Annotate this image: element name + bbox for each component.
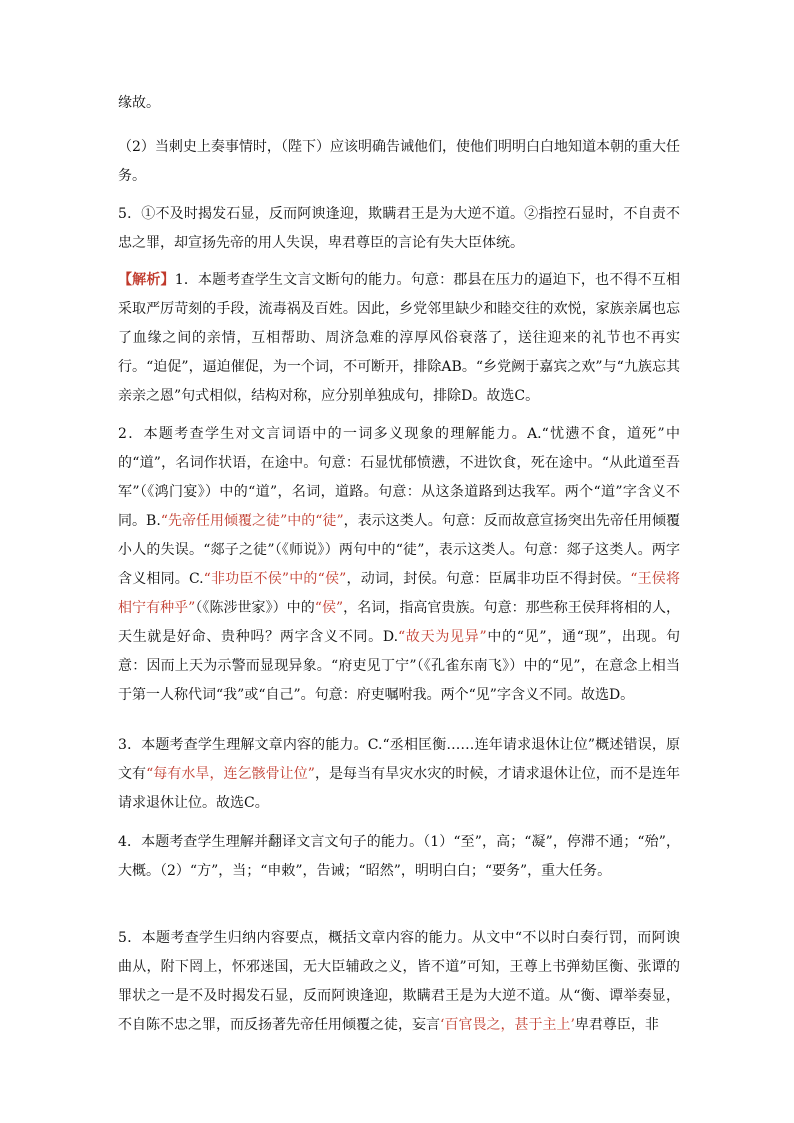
text-segment: 4．本题考查学生理解并翻译文言文句子的能力。（1）“至”，高；“凝”，停滞不通；“殆”，大概。（2）“方”，当；“申敕”，告诫；“昭然”，明明白白；“要务”，重大任务。 [118,834,680,879]
paragraph-3 [118,200,680,258]
text-segment: ，名词，指高官贵族。句意：那些称王侯拜将相的人，天生就是好命、贵种吗？两字含义不同。D. [118,600,680,645]
text-segment: 2．本题考查学生对文言词语中的一词多义现象的理解能力。A.“忧懑不食，道死”中的“道”，名词作状语，在途中。句意：石显忧郁愤懑，不进饮食，死在途中。“从此道至吾军”（《鸿门宴》）中的“道”，名词，道路。句意：从这条道路到达我军。两个“道”字含义不同。B. [118,426,680,529]
text-segment: 1．本题考查学生文言文断句的能力。句意：郡县在压力的逼迫下，也不得不互相采取严厉苛刻的手段，流毒祸及百姓。因此，乡党邻里缺少和睦交往的欢悦，家族亲属也忘了血缘之间的亲情，互相帮助、周济急难的淳厚风俗衰落了，送往迎来的礼节也不再实行。“迫促”，逼迫催促，为一个词，不可断开，排除AB。“乡党阙于嘉宾之欢”与“九族忘其亲亲之恩”句式相似，结构对称，应分别单独成句，排除D。故选C。 [118,272,681,404]
paragraph-analysis-2 [118,420,680,710]
text-segment: ，是每当有旱灾水灾的时候，才请求退休让位，而不是连年请求退休让位。故选C。 [118,766,681,811]
highlighted-quote: ‘百官畏之，甚于主上’ [440,1017,575,1033]
highlighted-quote: “每有水旱，连乞骸骨让位” [146,766,315,782]
highlighted-quote: “侯” [314,600,344,616]
highlighted-quote: “王侯将相宁有种乎” [118,571,680,616]
text-segment: 3．本题考查学生理解文章内容的能力。C.“丞相匡衡……连年请求退休让位”概述错误，原文有 [118,737,680,782]
highlighted-quote: “非功臣不侯”中的“侯” [203,571,347,587]
paragraph-analysis-3 [118,731,680,818]
text-segment: （《陈涉世家》）中的 [195,600,315,616]
paragraph-analysis-5 [118,924,680,1040]
text-segment: 5．①不及时揭发石显，反而阿谀逢迎，欺瞒君王是为大逆不道。②指控石显时，不自责不忠之罪，却宣扬先帝的用人失误，卑君尊臣的言论有失大臣体统。 [118,206,680,251]
text-segment: ，动词，封侯。句意：臣属非功臣不得封侯。 [346,571,631,587]
text-segment: 缘故。 [118,95,160,111]
text-segment: ，表示这类人。句意：反而故意宣扬突出先帝任用倾覆小人的失误。“郯子之徒”（《师说》）两句中的“徒”，表示这类人。句意：郯子这类人。两字含义相同。C. [118,513,680,587]
paragraph-analysis-1 [118,266,680,411]
paragraph-1 [118,89,680,118]
text-segment: 卑君尊臣，非 [574,1017,659,1033]
text-segment: （2）当刺史上奏事情时，（陛下）应该明确告诫他们，使他们明明白白地知道本朝的重大任务。 [118,139,680,184]
text-segment: 5．本题考查学生归纳内容要点，概括文章内容的能力。从文中“不以时白奏行罚，而阿谀曲从，附下罔上，怀邪迷国，无大臣辅政之义，皆不道”可知，王尊上书弹劾匡衡、张谭的罪状之一是不及时揭发石显，反而阿谀逢迎，欺瞒君王是为大逆不道。从“衡、谭举奏显，不自陈不忠之罪，而反扬著先帝任用倾覆之徒，妄言 [118,930,680,1033]
highlighted-quote: “故天为见异” [398,629,487,645]
text-segment: 中的“见”，通“现”，出现。句意：因而上天为示警而显现异象。“府吏见丁宁”（《孔雀东南飞》）中的“见”，在意念上相当于第一人称代词“我”或“自己”。句意：府吏嘱咐我。两个“见”字含义不同。故选D。 [118,629,680,703]
analysis-tag: 【解析】 [118,272,175,288]
paragraph-analysis-4 [118,828,680,886]
paragraph-2 [118,133,680,191]
highlighted-quote: “先帝任用倾覆之徒”中的“徒” [160,513,344,529]
